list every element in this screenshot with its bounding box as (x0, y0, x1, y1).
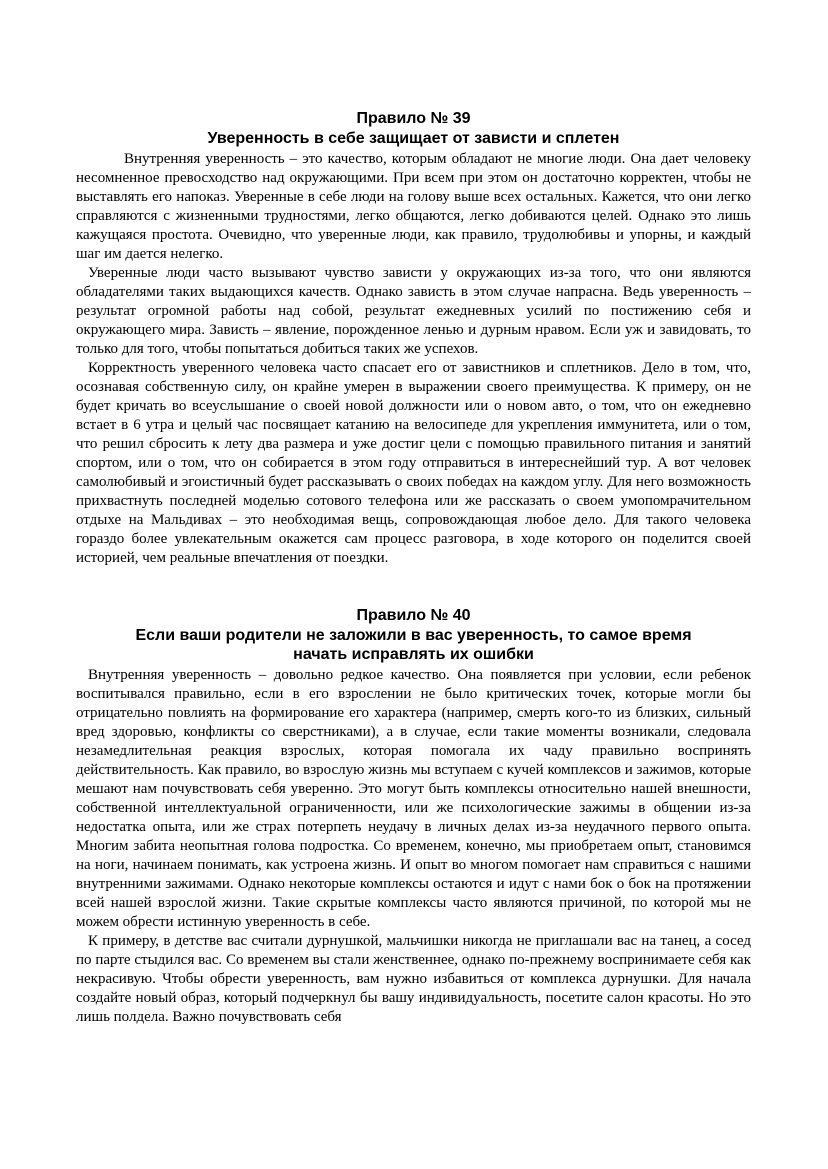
rule-40-paragraph-2: К примеру, в детстве вас считали дурнушкой, мальчишки никогда не приглашали вас на танец, а сосед по парте стыдился вас. Со временем вы стали женственнее, однако по-прежнему воспринимаете себя как некрасивую. Чтобы обрести уверенность, вам нужно избавиться от комплекса дурнушки. Для начала создайте новый образ, который подчеркнул бы вашу индивидуальность, посетите салон красоты. Но это лишь полдела. Важно почувствовать себя (76, 933, 751, 1025)
rule-39-number: Правило № 39 (356, 110, 471, 127)
rule-40-paragraph-1: Внутренняя уверенность – довольно редкое качество. Она появляется при условии, если ребенок воспитывался правильно, если в его взрослении не было критических точек, которые могли бы отрицательно повлиять на формирование его характера (например, смерть кого-то из близких, сильный вред здоровью, конфликты со сверстниками), а в случае, если такие моменты возникали, следовала незамедлительная реакция взрослых, которая помогала их чаду правильно воспринять действительность. Как правило, во взрослую жизнь мы вступаем с кучей комплексов и зажимов, которые мешают нам почувствовать себя уверенно. Это могут быть комплексы относительно нашей внешности, собственной интеллектуальной ограниченности, или же психологические зажимы в общении из-за недостатка опыта, или же страх потерпеть неудачу в личных делах из-за неудачного первого опыта. Многим забита неопытная голова подростка. Со временем, конечно, мы приобретаем опыт, становимся на ноги, начинаем понимать, как устроена жизнь. И опыт во многом помогает нам справиться с нашими внутренними зажимами. Однако некоторые комплексы остаются и идут с нами бок о бок на протяжении всей нашей взрослой жизни. Такие скрытые комплексы часто являются причиной, по которой мы не можем обрести истинную уверенность в себе. (76, 667, 751, 930)
rule-39-title: Уверенность в себе защищает от зависти и сплетен (207, 130, 620, 147)
document-page (76, 109, 751, 1027)
rule-39-section (76, 109, 751, 568)
rule-40-title-line-1: Если ваши родители не заложили в вас уверенность, то самое время (135, 627, 692, 644)
rule-39-paragraph-3: Корректность уверенного человека часто спасает его от завистников и сплетников. Дело в том, что, осознавая собственную силу, он крайне умерен в выражении своего преимущества. К примеру, он не будет кричать во всеуслышание о своей новой должности или о новом авто, о том, что он ежедневно встает в 6 утра и целый час посвящает катанию на велосипеде для укрепления иммунитета, или о том, что решил сбросить к лету два размера и уже достиг цели с помощью правильного питания и занятий спортом, или о том, что он собирается в этом году отправиться в интереснейший тур. А вот человек самолюбивый и эгоистичный будет рассказывать о своих победах на каждом углу. Для него возможность прихвастнуть последней моделью сотового телефона или же рассказать о своем умопомрачительном отдыхе на Мальдивах – это необходимая вещь, сопровождающая любое дело. Для такого человека гораздо более увлекательным окажется сам процесс разговора, в ходе которого он поделится своей историей, чем реальные впечатления от поездки. (76, 360, 751, 566)
rule-40-number: Правило № 40 (356, 607, 471, 624)
rule-39-paragraph-2: Уверенные люди часто вызывают чувство зависти у окружающих из-за того, что они являются обладателями таких выдающихся качеств. Однако зависть в этом случае напрасна. Ведь уверенность – результат огромной работы над собой, результат ежедневных усилий по постижению себя и окружающего мира. Зависть – явление, порожденное ленью и дурным нравом. Если уж и завидовать, то только для того, чтобы попытаться добиться таких же успехов. (76, 265, 751, 357)
rule-39-paragraph-1: Внутренняя уверенность – это качество, которым обладают не многие люди. Она дает человеку несомненное превосходство над окружающими. При всем при этом он достаточно корректен, чтобы не выставлять его напоказ. Уверенные в себе люди на голову выше всех остальных. Кажется, что они легко справляются с жизненными трудностями, легко общаются, легко добиваются целей. Однако это лишь кажущаяся простота. Очевидно, что уверенные люди, как правило, трудолюбивы и упорны, и каждый шаг им дается нелегко. (76, 151, 751, 262)
rule-40-title-line-2: начать исправлять их ошибки (293, 646, 534, 663)
rule-40-section (76, 606, 751, 1027)
section-spacer (76, 568, 751, 606)
